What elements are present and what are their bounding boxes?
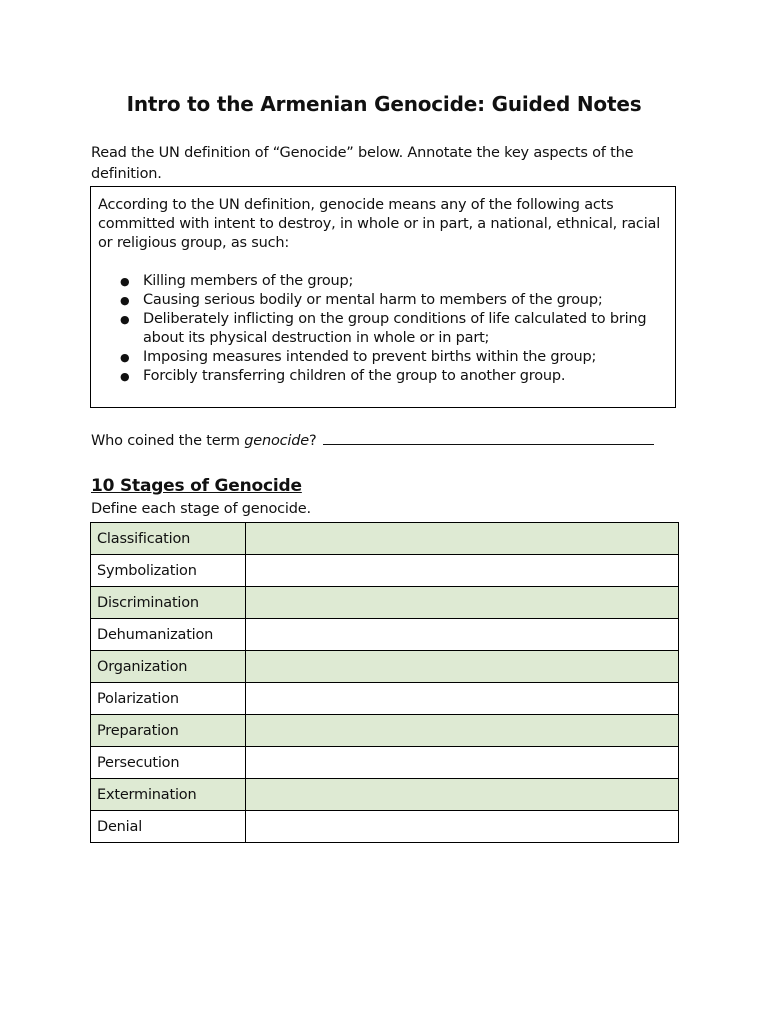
list-item: ● Causing serious bodily or mental harm to members of the group; [98, 291, 668, 310]
table-row [91, 651, 679, 683]
question-prefix: Who coined the term [91, 433, 245, 449]
stage-name: Dehumanization [91, 619, 246, 651]
list-item: ● Killing members of the group; [98, 272, 668, 291]
stages-instruction: Define each stage of genocide. [91, 501, 311, 517]
stage-definition-cell[interactable] [246, 619, 679, 651]
stage-definition-cell[interactable] [246, 587, 679, 619]
stage-name: Denial [91, 811, 246, 843]
table-row [91, 619, 679, 651]
un-definition-box [90, 186, 676, 408]
answer-blank[interactable] [323, 431, 654, 445]
stage-name: Discrimination [91, 587, 246, 619]
stage-name: Extermination [91, 779, 246, 811]
definition-instructions: Read the UN definition of “Genocide” below. Annotate the key aspects of the definition. [91, 145, 634, 182]
stage-definition-cell[interactable] [246, 779, 679, 811]
definition-intro: According to the UN definition, genocide means any of the following acts committed with intent to destroy, in whole or in part, a national, ethnical, racial or religious group, as such: [98, 197, 661, 251]
list-item: ● Deliberately inflicting on the group conditions of life calculated to bring about its physical destruction in whole or in part; [98, 310, 668, 348]
stage-definition-cell[interactable] [246, 747, 679, 779]
table-row [91, 715, 679, 747]
stage-name: Preparation [91, 715, 246, 747]
stage-definition-cell[interactable] [246, 523, 679, 555]
question-suffix: ? [308, 433, 317, 449]
stage-definition-cell[interactable] [246, 651, 679, 683]
stages-table [90, 522, 679, 843]
document-title: Intro to the Armenian Genocide: Guided Notes [126, 92, 642, 116]
stage-name: Symbolization [91, 555, 246, 587]
list-item: ● Imposing measures intended to prevent births within the group; [98, 348, 668, 367]
table-row [91, 523, 679, 555]
table-row [91, 747, 679, 779]
stage-definition-cell[interactable] [246, 555, 679, 587]
coined-term-question [91, 431, 654, 449]
stage-definition-cell[interactable] [246, 811, 679, 843]
table-row [91, 779, 679, 811]
table-row [91, 811, 679, 843]
genocide-acts-list [98, 272, 668, 386]
stage-name: Persecution [91, 747, 246, 779]
table-row [91, 555, 679, 587]
table-row [91, 587, 679, 619]
stage-definition-cell[interactable] [246, 683, 679, 715]
stages-heading: 10 Stages of Genocide [91, 476, 302, 496]
stage-definition-cell[interactable] [246, 715, 679, 747]
stage-name: Classification [91, 523, 246, 555]
stage-name: Polarization [91, 683, 246, 715]
question-term: genocide [244, 433, 309, 449]
stage-name: Organization [91, 651, 246, 683]
table-row [91, 683, 679, 715]
list-item: ● Forcibly transferring children of the group to another group. [98, 367, 668, 386]
